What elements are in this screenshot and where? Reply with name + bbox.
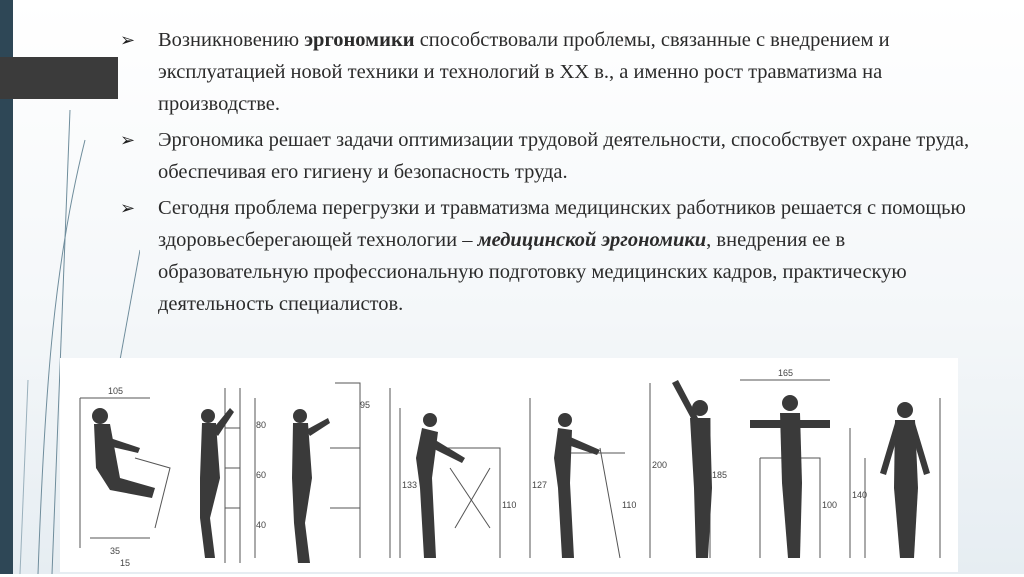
bullet-text: способствовали проблемы, связанные с внедрением и эксплуатацией новой техники и технологий в ХХ в., а именно рост травматизма на производстве. <box>158 29 890 115</box>
bullet-text: Эргономика решает задачи оптимизации трудовой деятельности, способствует охране труда, обеспечивая его гигиену и безопасность труда. <box>158 129 970 183</box>
arrow-bullet-icon: ➢ <box>120 198 136 218</box>
dimension-label: 95 <box>360 400 371 410</box>
bullet-bold-italic-term: медицинской эргономики <box>477 229 707 251</box>
bullet-item <box>120 192 1000 320</box>
dimension-label: 80 <box>256 420 267 430</box>
dimension-label: 40 <box>256 520 267 530</box>
dimension-label: 60 <box>256 470 267 480</box>
bullet-item <box>120 24 1000 120</box>
bullet-item <box>120 124 1000 188</box>
bullet-text: , внедрения ее в образовательную профессиональную подготовку медицинских кадров, практическую деятельность специалистов. <box>158 229 907 315</box>
bullet-list <box>120 24 1000 324</box>
bullet-bold-term: эргономики <box>304 29 415 51</box>
dimension-label: 165 <box>778 368 794 378</box>
dimension-label: 140 <box>852 490 868 500</box>
dimension-label: 15 <box>120 558 131 568</box>
dimension-label: 200 <box>652 460 668 470</box>
dimension-label: 110 <box>502 500 517 510</box>
header-tab <box>0 57 118 99</box>
dimension-label: 100 <box>822 500 838 510</box>
dimension-label: 133 <box>402 480 418 490</box>
dimension-label: 127 <box>532 480 548 490</box>
dimension-label: 105 <box>108 386 124 396</box>
dimension-label: 185 <box>712 470 728 480</box>
ergonomics-figures-image <box>60 358 958 572</box>
bullet-text: Сегодня проблема перегрузки и травматизма медицинских работников решается с помощью здоровьесберегающей технологии – <box>158 197 966 251</box>
dimension-label: 35 <box>110 546 121 556</box>
arrow-bullet-icon: ➢ <box>120 30 136 50</box>
arrow-bullet-icon: ➢ <box>120 130 136 150</box>
dimension-label: 110 <box>622 500 637 510</box>
ergonomic-postures-illustration <box>60 358 958 572</box>
bullet-text: Возникновению <box>158 29 305 51</box>
